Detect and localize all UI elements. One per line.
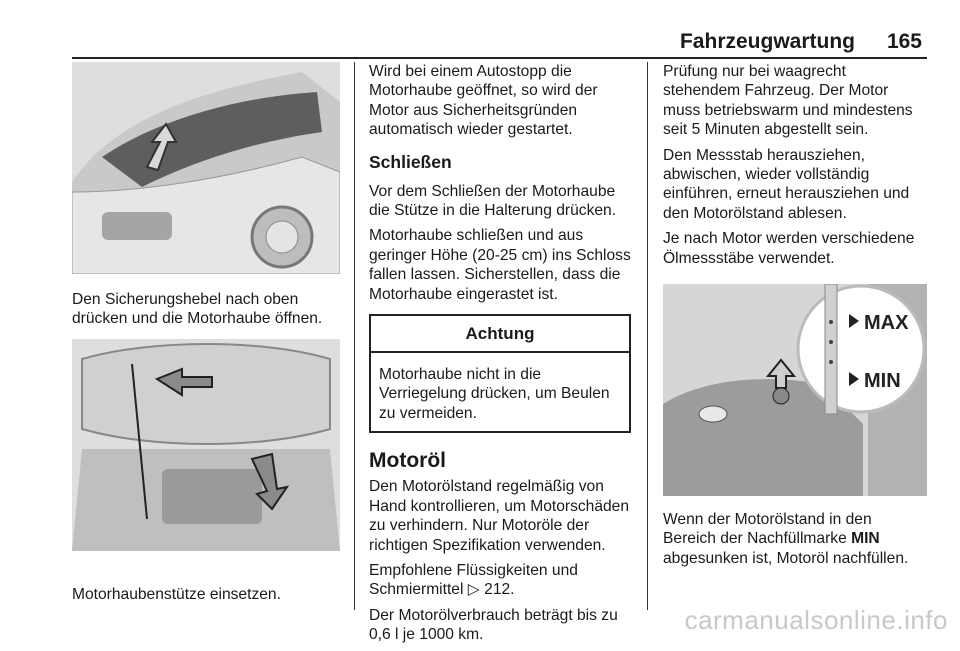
hood-release-illustration bbox=[72, 62, 340, 274]
min-mark-label: MIN bbox=[851, 530, 880, 548]
hood-prop-illustration bbox=[72, 339, 340, 551]
check-paragraph-3: Je nach Motor werden verschiedene Ölmessstäbe verwendet. bbox=[663, 230, 915, 267]
column-divider bbox=[647, 62, 648, 610]
close-paragraph-2: Motorhaube schließen und aus geringer Höhe (20-25 cm) ins Schloss fallen lassen. Sicherstellen, dass die Motorhaube eingerastet ist. bbox=[369, 227, 631, 303]
reference-arrow-icon: ▷ bbox=[467, 581, 480, 599]
check-paragraph-2: Den Messstab herausziehen, abwischen, wieder vollständig einführen, erneut herausziehen und den Motorölstand ablesen. bbox=[663, 146, 910, 222]
caution-text: Motorhaube nicht in die Verriegelung drücken, um Beulen zu vermeiden. bbox=[379, 366, 610, 422]
header-rule bbox=[72, 57, 927, 59]
refill-paragraph bbox=[663, 510, 927, 568]
page-number: 165 bbox=[886, 30, 922, 53]
autostop-paragraph: Wird bei einem Autostopp die Motorhaube geöffnet, so wird der Motor aus Sicherheitsgründen automatisch wieder gestartet. bbox=[369, 63, 598, 139]
column-middle bbox=[369, 62, 631, 651]
caution-box bbox=[369, 314, 631, 433]
column-left bbox=[72, 62, 340, 610]
oil-paragraph-2 bbox=[369, 561, 631, 600]
fluids-reference-text: Empfohlene Flüssigkeiten und Schmiermittel bbox=[369, 561, 578, 599]
section-heading-oil: Motoröl bbox=[369, 449, 446, 473]
column-divider bbox=[354, 62, 355, 610]
close-paragraph-1: Vor dem Schließen der Motorhaube die Stütze in die Halterung drücken. bbox=[369, 182, 617, 220]
watermark: carmanualsonline.info bbox=[684, 605, 948, 635]
oil-paragraph-3: Der Motorölverbrauch beträgt bis zu 0,6 l je 1000 km. bbox=[369, 606, 618, 644]
caption-hood-prop: Motorhaubenstütze einsetzen. bbox=[72, 585, 281, 603]
refill-text-end: abgesunken ist, Motoröl nachfüllen. bbox=[663, 549, 909, 567]
section-heading-close: Schließen bbox=[369, 151, 452, 172]
max-label: MAX bbox=[864, 312, 909, 335]
dipstick-illustration bbox=[663, 284, 927, 496]
refill-text-start: Wenn der Motorölstand in den Bereich der Nachfüllmarke bbox=[663, 511, 872, 548]
page-reference[interactable]: 212. bbox=[484, 581, 515, 599]
chapter-title: Fahrzeugwartung bbox=[679, 30, 855, 53]
check-paragraph-1: Prüfung nur bei waagrecht stehendem Fahrzeug. Der Motor muss betriebswarm und mindestens seit 5 Minuten abgestellt sein. bbox=[663, 63, 913, 139]
min-label: MIN bbox=[864, 370, 901, 393]
column-right bbox=[663, 62, 927, 574]
caution-title: Achtung bbox=[371, 316, 629, 353]
oil-paragraph-1: Den Motorölstand regelmäßig von Hand kontrollieren, um Motorschäden zu verhindern. Nur Motoröle der richtigen Spezifikation verwenden. bbox=[369, 478, 630, 554]
caption-hood-release: Den Sicherungshebel nach oben drücken und die Motorhaube öffnen. bbox=[72, 291, 323, 328]
